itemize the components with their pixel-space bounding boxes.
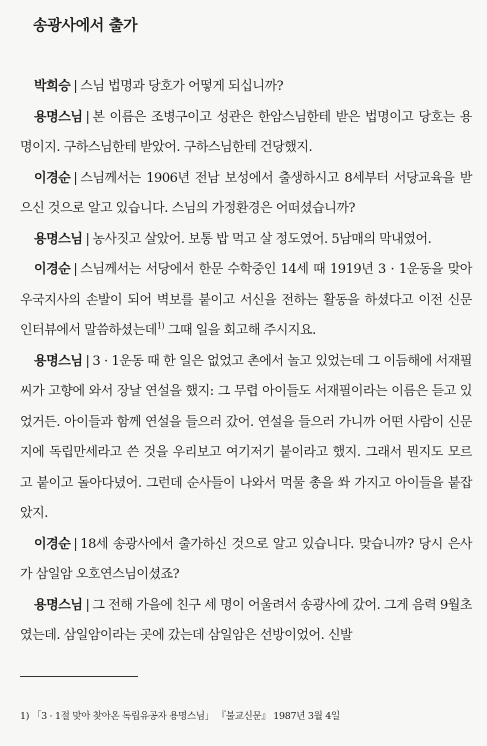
speaker-name: 이경순 <box>34 170 71 186</box>
paragraph-3 <box>20 164 472 225</box>
speaker-separator: | <box>73 262 78 277</box>
speaker-separator: | <box>73 536 78 552</box>
speaker-separator: | <box>85 231 90 247</box>
paragraph-6 <box>20 347 472 530</box>
speaker-name: 용명스님 <box>34 597 83 613</box>
paragraph-text: 18세 송광사에서 출가하신 것으로 알고 있습니다. 맞습니까? 당시 은사가 삼일암 오호연스님이셨죠? <box>20 536 472 582</box>
paragraph-8 <box>20 591 472 652</box>
speaker-name: 용명스님 <box>34 353 83 369</box>
footnote-rule <box>20 676 138 677</box>
paragraph-text-continued: 그때 일을 회고해 주시지요. <box>164 323 316 338</box>
paragraph-1 <box>20 72 472 103</box>
speaker-name: 이경순 <box>34 536 71 552</box>
speaker-name: 박희승 <box>34 79 71 94</box>
paragraph-5 <box>20 255 472 347</box>
speaker-separator: | <box>85 353 90 369</box>
speaker-name: 이경순 <box>34 262 71 277</box>
paragraph-text: 3 · 1운동 때 한 일은 없었고 촌에서 놀고 있었는데 그 이듬해에 서재필씨가 고향에 와서 장날 연설을 했지: 그 무렵 아이들도 서재필이라는 이름은 듣고 있었거든. 아이들과 함께 연설을 들으러 갔어. 연설을 들으러 가니까 어떤 사람이 신문지에 독립만세라고 쓴 것을 우리보고 여기저기 붙이라고 했지. 그래서 뭔지도 모르고 붙이고 돌아다녔어. 그런데 순사들이 나와서 먹물 총을 쏴 가지고 아이들을 붙잡았지. <box>20 353 472 521</box>
paragraph-text: 스님께서는 1906년 전남 보성에서 출생하시고 8세부터 서당교육을 받으신 것으로 알고 있습니다. 스님의 가정환경은 어떠셨습니까? <box>20 170 472 216</box>
paragraph-4 <box>20 225 472 256</box>
section-title: 송광사에서 출가 <box>33 16 138 34</box>
speaker-separator: | <box>85 597 90 613</box>
paragraph-text: 본 이름은 조병구이고 성관은 한암스님한테 받은 법명이고 당호는 용명이지. 구하스님한테 받았어. 구하스님한테 건당했지. <box>20 109 472 155</box>
speaker-separator: | <box>85 109 90 125</box>
speaker-separator: | <box>73 170 78 186</box>
paragraph-text: 스님 법명과 당호가 어떻게 되십니까? <box>80 79 284 94</box>
speaker-separator: | <box>73 79 78 94</box>
paragraph-text: 그 전해 가을에 친구 세 명이 어울려서 송광사에 갔어. 그게 음력 9월초였는데. 삼일암이라는 곳에 갔는데 삼일암은 선방이었어. 신발 <box>20 597 472 643</box>
speaker-name: 용명스님 <box>34 231 83 247</box>
paragraph-7 <box>20 530 472 591</box>
speaker-name: 용명스님 <box>34 109 83 125</box>
interview-body <box>20 72 472 652</box>
footnote-marker: 1) <box>156 321 165 331</box>
paragraph-text: 농사짓고 살았어. 보통 밥 먹고 살 정도였어. 5남매의 막내였어. <box>92 231 432 247</box>
paragraph-2 <box>20 103 472 164</box>
footnote: 1) 「3 · 1절 맞아 찾아온 독립유공자 용명스님」 『불교신문』 1987년 3월 4일 <box>20 711 340 722</box>
paragraph-text: 스님께서는 서당에서 한문 수학중인 14세 때 1919년 3 · 1운동을 맞아 우국지사의 손발이 되어 벽보를 붙이고 서신을 전하는 활동을 하셨다고 이전 신문 인터뷰에서 말씀하셨는데 <box>20 262 472 338</box>
